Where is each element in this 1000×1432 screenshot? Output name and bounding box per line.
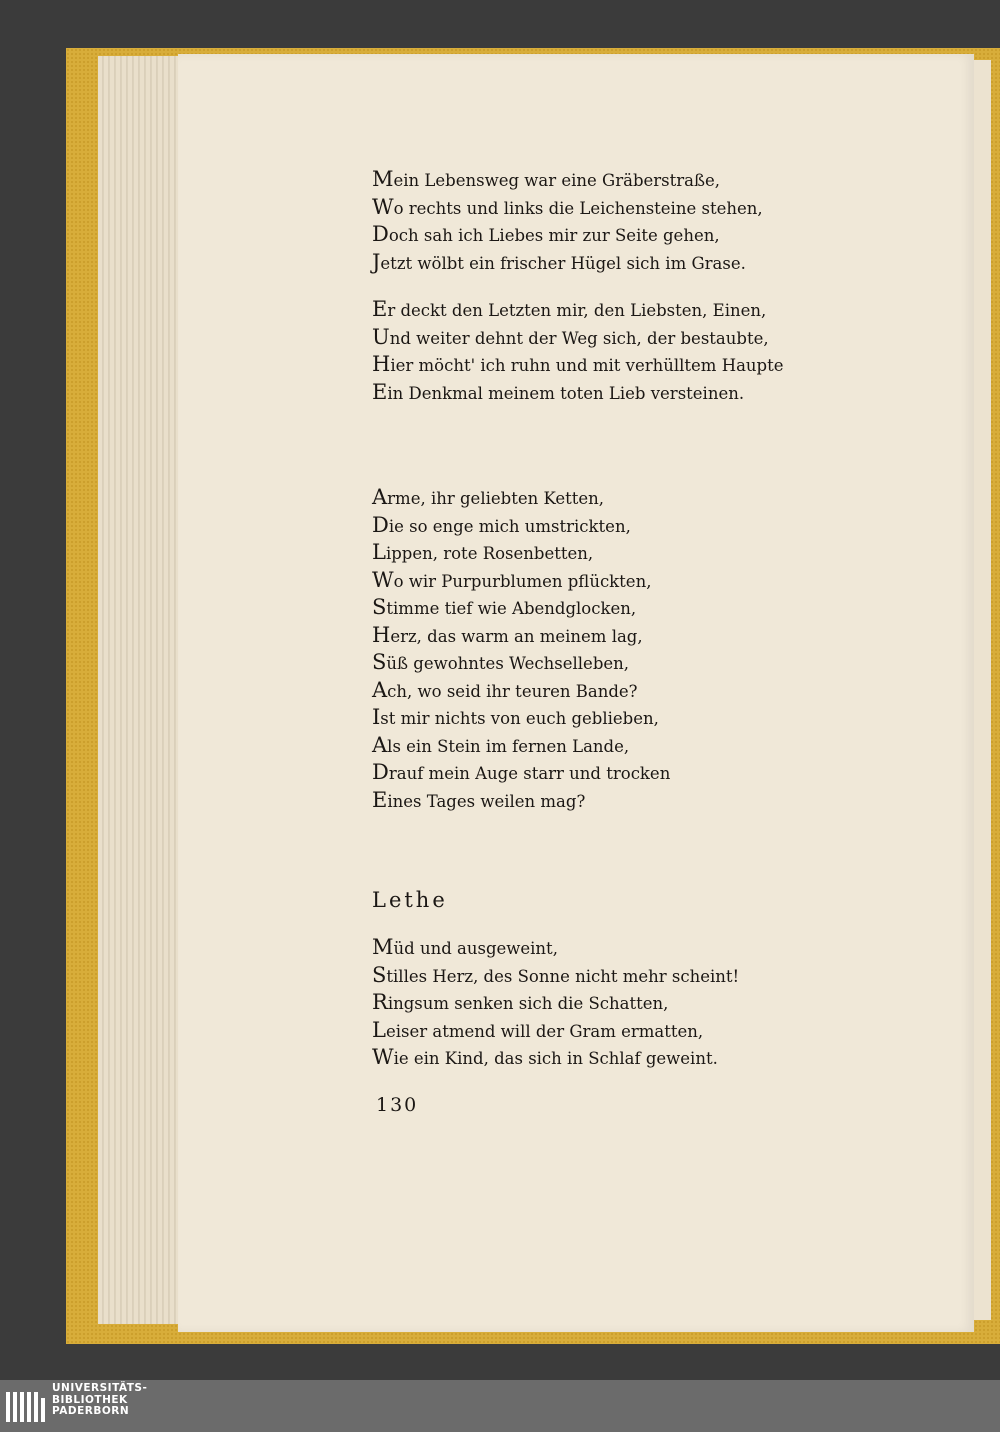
verse-line: Als ein Stein im fernen Lande, [372,732,630,757]
verse-line: Die so enge mich umstrickten, [372,512,631,537]
verse-line: Wo wir Purpurblumen pflückten, [372,567,652,592]
verse-line: Hier möcht' ich ruhn und mit verhülltem Haupte [372,352,784,376]
stanza-3 [372,484,670,814]
verse-line: Arme, ihr geliebten Ketten, [372,485,605,509]
stanza-4 [372,934,739,1072]
library-logo-icon [4,1384,46,1428]
verse-line: Jetzt wölbt ein frischer Hügel sich im Grase. [372,249,746,274]
verse-line: Ist mir nichts von euch geblieben, [372,705,659,729]
verse-line: Doch sah ich Liebes mir zur Seite gehen, [372,222,720,246]
verse-line: Wo rechts und links die Leichensteine stehen, [372,194,763,219]
poem-title: Lethe [372,888,448,912]
page-number: 130 [376,1094,419,1116]
library-logo-text: UNIVERSITÄTS- BIBLIOTHEK PADERBORN [52,1382,148,1417]
verse-line: Lippen, rote Rosenbetten, [372,540,594,564]
verse-line: Eines Tages weilen mag? [372,787,586,812]
stanza-1 [372,166,763,276]
verse-line: Stimme tief wie Abendglocken, [372,595,637,619]
verse-line: Stilles Herz, des Sonne nicht mehr scheint! [372,962,740,987]
verse-line: Leiser atmend will der Gram ermatten, [372,1017,704,1042]
library-footer [0,1380,1000,1432]
verse-line: Ringsum senken sich die Schatten, [372,990,669,1014]
verse-line: Herz, das warm an meinem lag, [372,622,643,647]
verse-line: Ein Denkmal meinem toten Lieb versteinen. [372,379,745,404]
verse-line: Süß gewohntes Wechselleben, [372,650,630,674]
page-edges [98,56,188,1324]
verse-line: Er deckt den Letzten mir, den Liebsten, Einen, [372,297,767,321]
stanza-2 [372,296,784,406]
verse-line: Drauf mein Auge starr und trocken [372,760,671,784]
verse-line: Und weiter dehnt der Weg sich, der bestaubte, [372,324,769,349]
verse-line: Wie ein Kind, das sich in Schlaf geweint. [372,1045,718,1069]
verse-line: Müd und ausgeweint, [372,935,558,959]
verse-line: Mein Lebensweg war eine Gräberstraße, [372,167,721,191]
verse-line: Ach, wo seid ihr teuren Bande? [372,677,638,702]
